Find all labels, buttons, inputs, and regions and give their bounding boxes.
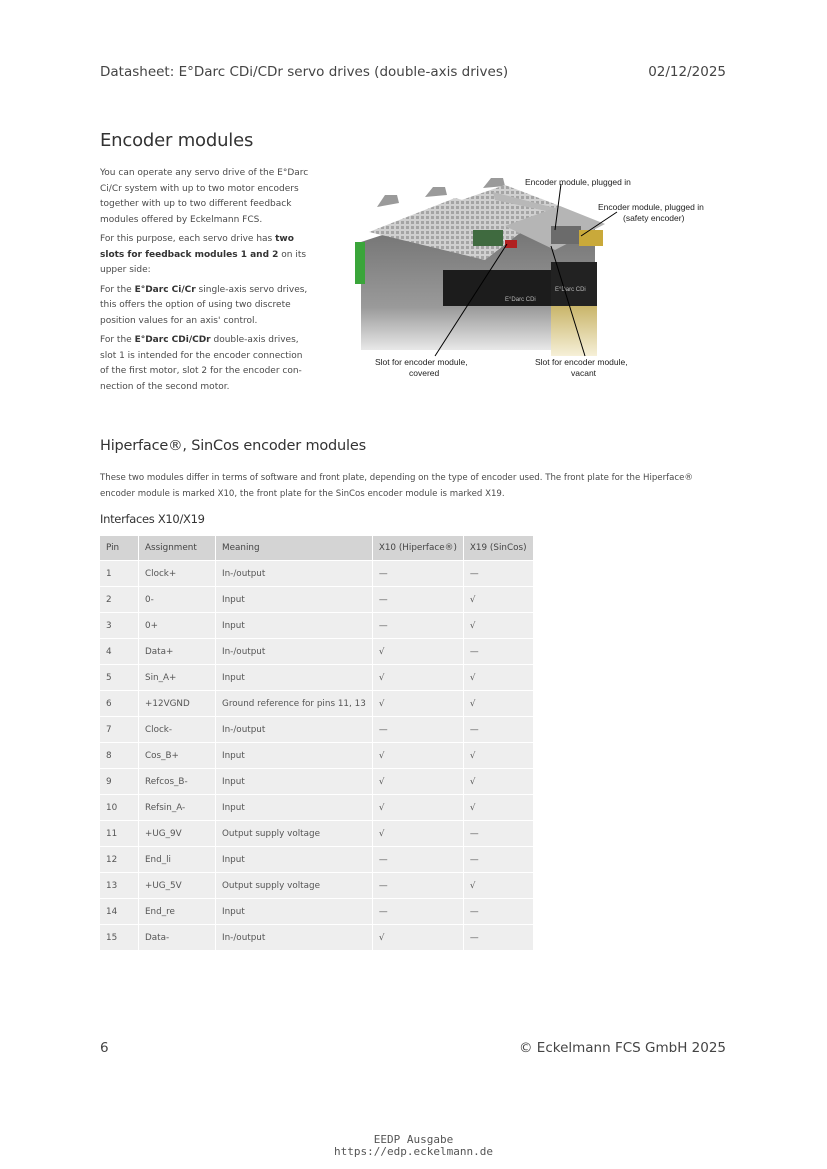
mounting-tab [425, 187, 447, 197]
table-cell: — [464, 717, 534, 743]
callout-slot-covered: Slot for encoder module, [375, 357, 468, 367]
table-cell: — [373, 587, 464, 613]
table-cell: √ [373, 925, 464, 951]
subsection-description: These two modules differ in terms of software and front plate, depending on the type of encoder used. The front plate for the Hiperface® encoder module is marked X10, the front plate for the SinCos encoder module is marked X19. [100, 473, 694, 499]
table-cell: — [373, 847, 464, 873]
intro-paragraph: For the E°Darc CDi/CDr double-axis drives, slot 1 is intended for the encoder connection of the first motor, slot 2 for the encoder con-nection of the second motor. [100, 335, 303, 392]
table-cell: Input [216, 899, 373, 925]
table-cell: 14 [100, 899, 139, 925]
table-row [100, 613, 534, 639]
table-cell: — [464, 821, 534, 847]
table-cell: √ [464, 769, 534, 795]
table-cell: 12 [100, 847, 139, 873]
emphasis: E°Darc Ci/Cr [134, 284, 196, 295]
table-cell: Input [216, 665, 373, 691]
table-cell: Data+ [139, 639, 216, 665]
copyright: © Eckelmann FCS GmbH 2025 [519, 1040, 726, 1056]
table-cell: In-/output [216, 717, 373, 743]
callout-slot-covered: covered [409, 368, 440, 378]
table-cell: — [464, 925, 534, 951]
table-cell: In-/output [216, 925, 373, 951]
table-cell: Input [216, 795, 373, 821]
encoder-module-covered [473, 230, 503, 246]
footer-note [0, 1134, 827, 1158]
table-cell: End_re [139, 899, 216, 925]
table-cell: 9 [100, 769, 139, 795]
table-cell: 4 [100, 639, 139, 665]
column-header: Meaning [216, 536, 373, 561]
table-row [100, 769, 534, 795]
table-cell: 13 [100, 873, 139, 899]
table-cell: 6 [100, 691, 139, 717]
green-connector [355, 242, 365, 284]
mounting-tab [377, 195, 399, 207]
encoder-module-safety [579, 230, 603, 246]
emphasis: E°Darc CDi/CDr [134, 335, 211, 345]
column-header: Assignment [139, 536, 216, 561]
document-header-title: Datasheet: E°Darc CDi/CDr servo drives (double-axis drives) [100, 64, 509, 80]
table-cell: Refsin_A- [139, 795, 216, 821]
table-cell: — [373, 873, 464, 899]
intro-paragraph: For the E°Darc Ci/Cr single-axis servo drives, this offers the option of using two discrete position values for an axis' control. [100, 284, 308, 326]
issue-line: EEDP Ausgabe [373, 1133, 454, 1146]
table-cell: — [373, 717, 464, 743]
table-cell: — [373, 613, 464, 639]
table-cell: Sin_A+ [139, 665, 216, 691]
table-cell: 2 [100, 587, 139, 613]
table-body [100, 561, 534, 951]
table-cell: √ [464, 587, 534, 613]
table-cell: — [373, 561, 464, 587]
table-row [100, 587, 534, 613]
document-header-date: 02/12/2025 [648, 64, 726, 80]
table-cell: Clock- [139, 717, 216, 743]
table-cell: √ [464, 743, 534, 769]
table-cell: 0+ [139, 613, 216, 639]
table-row [100, 665, 534, 691]
table-cell: Input [216, 847, 373, 873]
table-row [100, 691, 534, 717]
table-row [100, 899, 534, 925]
callout-slot-vacant: vacant [571, 368, 597, 378]
table-row [100, 795, 534, 821]
table-cell: 11 [100, 821, 139, 847]
table-cell: √ [464, 665, 534, 691]
table-cell: 10 [100, 795, 139, 821]
table-cell: Input [216, 613, 373, 639]
table-cell: 5 [100, 665, 139, 691]
table-cell: 15 [100, 925, 139, 951]
table-row [100, 925, 534, 951]
callout-safety-encoder: Encoder module, plugged in [598, 202, 704, 212]
table-cell: √ [464, 795, 534, 821]
table-title: Interfaces X10/X19 [100, 512, 205, 526]
column-header: X19 (SinCos) [464, 536, 534, 561]
callout-safety-encoder: (safety encoder) [623, 213, 685, 223]
front-cover [551, 306, 597, 356]
table-row [100, 639, 534, 665]
table-cell: √ [464, 873, 534, 899]
table-cell: 0- [139, 587, 216, 613]
table-cell: 1 [100, 561, 139, 587]
table-row [100, 821, 534, 847]
table-cell: Data- [139, 925, 216, 951]
table-cell: 3 [100, 613, 139, 639]
interfaces-table [100, 536, 534, 951]
table-cell: Ground reference for pins 11, 13 [216, 691, 373, 717]
intro-paragraph: You can operate any servo drive of the E°Darc Ci/Cr system with up to two motor encoders together with up to two different feedback modules offered by Eckelmann FCS. [100, 168, 309, 225]
table-cell: √ [373, 769, 464, 795]
emphasis: two slots for feedback modules 1 and 2 [100, 234, 294, 260]
column-header: Pin [100, 536, 139, 561]
table-cell: — [373, 899, 464, 925]
table-cell: Input [216, 769, 373, 795]
table-row [100, 561, 534, 587]
table-cell: Refcos_B- [139, 769, 216, 795]
table-cell: √ [373, 665, 464, 691]
intro-paragraph: For this purpose, each servo drive has two slots for feedback modules 1 and 2 on its upper side: [100, 234, 307, 275]
table-cell: Clock+ [139, 561, 216, 587]
table-cell: √ [373, 639, 464, 665]
table-cell: √ [373, 821, 464, 847]
intro-text [100, 166, 312, 399]
table-cell: End_li [139, 847, 216, 873]
table-cell: √ [464, 613, 534, 639]
subsection-title: Hiperface®, SinCos encoder modules [100, 438, 366, 454]
page-number: 6 [100, 1040, 109, 1056]
table-cell: 7 [100, 717, 139, 743]
section-title: Encoder modules [100, 130, 254, 151]
table-cell: — [464, 561, 534, 587]
table-cell: Input [216, 587, 373, 613]
table-header-row [100, 536, 534, 561]
servo-drive-figure [355, 170, 755, 395]
table-cell: Output supply voltage [216, 821, 373, 847]
table-cell: √ [373, 743, 464, 769]
table-cell: In-/output [216, 561, 373, 587]
front-label: E°Darc CDi [555, 287, 586, 293]
table-cell: +12VGND [139, 691, 216, 717]
table-cell: √ [373, 691, 464, 717]
table-row [100, 717, 534, 743]
table-cell: √ [373, 795, 464, 821]
table-cell: +UG_9V [139, 821, 216, 847]
footer-url: https://edp.eckelmann.de [334, 1145, 493, 1158]
table-cell: 8 [100, 743, 139, 769]
table-cell: In-/output [216, 639, 373, 665]
front-label: E°Darc CDi [505, 297, 536, 303]
table-cell: — [464, 847, 534, 873]
table-cell: — [464, 639, 534, 665]
table-cell: √ [464, 691, 534, 717]
column-header: X10 (Hiperface®) [373, 536, 464, 561]
table-row [100, 873, 534, 899]
callout-slot-vacant: Slot for encoder module, [535, 357, 628, 367]
table-cell: Output supply voltage [216, 873, 373, 899]
table-cell: Input [216, 743, 373, 769]
table-cell: Cos_B+ [139, 743, 216, 769]
table-row [100, 743, 534, 769]
table-row [100, 847, 534, 873]
callout-plugged-in: Encoder module, plugged in [525, 177, 631, 187]
table-cell: — [464, 899, 534, 925]
table-cell: +UG_5V [139, 873, 216, 899]
